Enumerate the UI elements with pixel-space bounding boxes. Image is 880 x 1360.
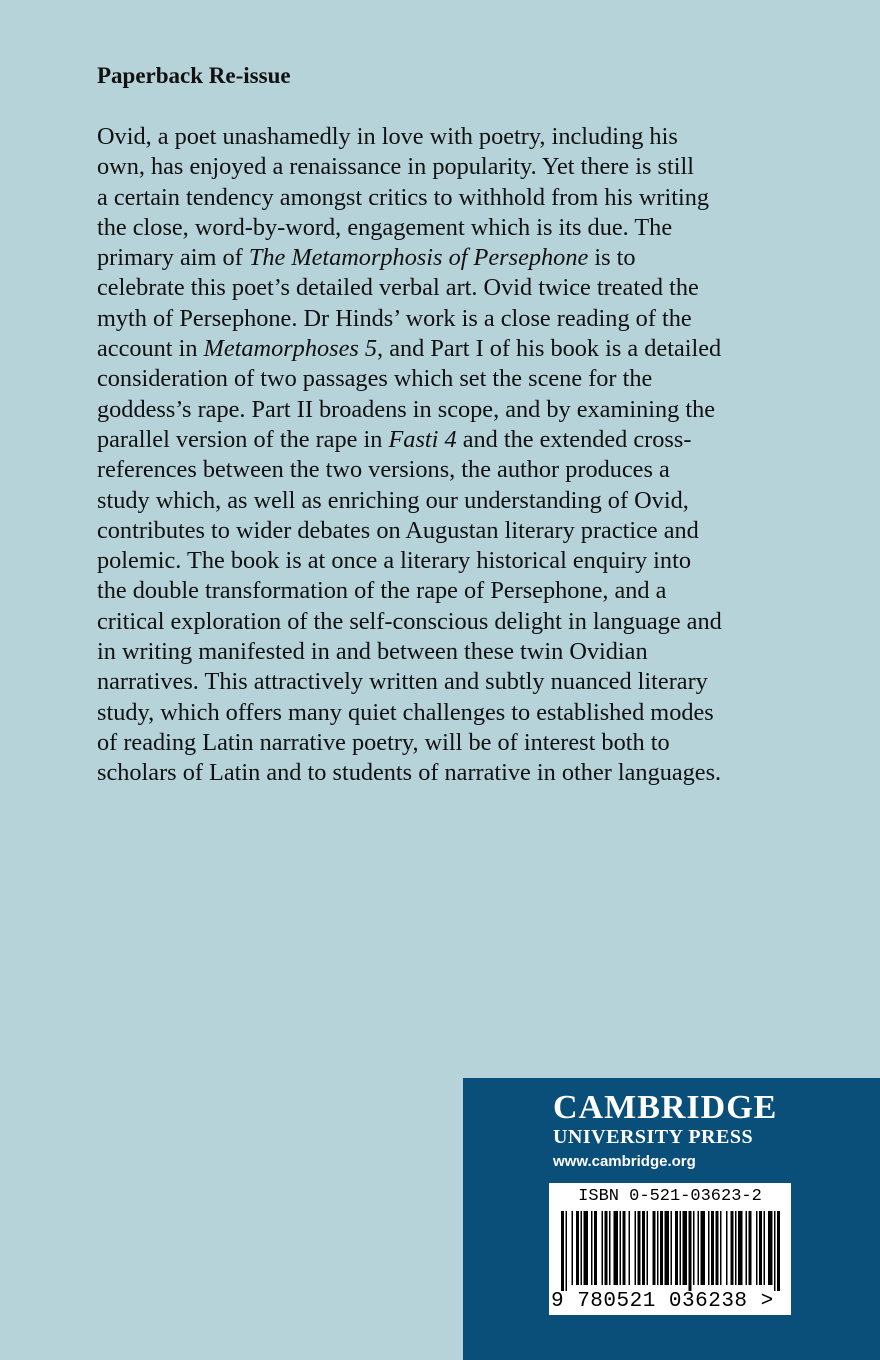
barcode-bar	[584, 1211, 589, 1285]
description-line: goddess’s rape. Part II broadens in scope, and by examining the	[97, 395, 716, 423]
description-line: consideration of two passages which set the scene for the	[97, 365, 653, 393]
barcode-bar	[756, 1211, 758, 1285]
barcode-bar	[735, 1211, 737, 1285]
barcode-bar	[609, 1211, 611, 1285]
book-description	[97, 122, 797, 789]
book-title-italic: The Metamorphosis of Persephone	[248, 244, 589, 272]
barcode-bar	[749, 1211, 752, 1285]
description-line: study, which offers many quiet challenges to established modes	[97, 698, 714, 726]
barcode-bar	[594, 1211, 597, 1285]
description-line: narratives. This attractively written and subtly nuanced literary	[97, 668, 708, 696]
description-line: polemic. The book is at once a literary historical enquiry into	[97, 547, 691, 575]
barcode-bar	[759, 1211, 762, 1285]
text-run: parallel version of the rape in	[97, 425, 389, 453]
barcode-bar	[623, 1211, 626, 1285]
barcode-bar	[665, 1211, 670, 1285]
barcode-bar	[764, 1211, 766, 1285]
barcode-bar	[642, 1211, 645, 1285]
description-line: in writing manifested in and between these twin Ovidian	[97, 638, 648, 666]
barcode-bar	[738, 1211, 743, 1285]
text-run: account in	[97, 335, 204, 363]
barcode-bar	[638, 1211, 641, 1285]
barcode-bar	[693, 1211, 695, 1285]
description-line: of reading Latin narrative poetry, will be of interest both to	[97, 728, 670, 756]
barcode-bar	[698, 1211, 700, 1285]
barcode-bar	[711, 1211, 714, 1285]
barcode-bar	[708, 1211, 710, 1285]
barcode-bar	[605, 1211, 608, 1285]
barcode-bar	[635, 1211, 637, 1285]
barcode-bar	[774, 1211, 776, 1291]
barcode-bar	[660, 1211, 663, 1285]
isbn-number: ISBN 0-521-03623-2	[578, 1187, 762, 1206]
barcode-bar	[566, 1211, 568, 1291]
text-run: and the extended cross-	[456, 425, 692, 453]
barcode-bar	[726, 1211, 728, 1285]
barcode-bar	[689, 1211, 692, 1291]
description-line: myth of Persephone. Dr Hinds’ work is a close reading of the	[97, 304, 692, 332]
barcode-icon	[559, 1211, 781, 1291]
description-line	[97, 243, 797, 273]
description-line: references between the two versions, the author produces a	[97, 456, 670, 484]
barcode-bar	[614, 1211, 619, 1285]
publisher-panel	[463, 1078, 880, 1360]
barcode-bar	[572, 1211, 574, 1285]
barcode-bar	[716, 1211, 719, 1285]
barcode-panel	[549, 1183, 791, 1315]
barcode-bar	[675, 1211, 678, 1285]
barcode-bar	[657, 1211, 659, 1285]
work-title-italic: Metamorphoses 5	[203, 335, 378, 363]
description-line: own, has enjoyed a renaissance in popularity. Yet there is still	[97, 153, 694, 181]
barcode-bar	[671, 1211, 673, 1285]
publisher-name: CAMBRIDGE	[553, 1089, 778, 1126]
description-line	[97, 425, 797, 455]
barcode-bar	[768, 1211, 773, 1285]
work-title-italic: Fasti 4	[388, 425, 457, 453]
barcode-bar	[561, 1211, 564, 1291]
ean-number: 9 780521 036238 >	[551, 1290, 774, 1313]
description-line: Ovid, a poet unashamedly in love with poetry, including his	[97, 123, 678, 150]
barcode-bar	[777, 1211, 780, 1291]
description-line: celebrate this poet’s detailed verbal art. Ovid twice treated the	[97, 274, 699, 302]
description-line: study which, as well as enriching our understanding of Ovid,	[97, 486, 689, 514]
text-run: , and Part I of his book is a detailed	[377, 335, 722, 363]
barcode-bar	[576, 1211, 579, 1285]
barcode-bar	[701, 1211, 706, 1285]
barcode-bar	[581, 1211, 583, 1285]
description-line: the double transformation of the rape of Persephone, and a	[97, 577, 667, 605]
text-run: is to	[588, 244, 636, 272]
text-run: primary aim of	[97, 244, 249, 272]
publisher-url: www.cambridge.org	[553, 1153, 696, 1170]
barcode-bar	[653, 1211, 656, 1285]
description-line	[97, 334, 797, 364]
barcode-bar	[602, 1211, 604, 1285]
publisher-subtitle: UNIVERSITY PRESS	[553, 1126, 754, 1148]
barcode-bar	[620, 1211, 622, 1285]
barcode-bar	[629, 1211, 631, 1285]
barcode-bar	[731, 1211, 734, 1285]
description-line: contributes to wider debates on Augustan literary practice and	[97, 516, 699, 544]
barcode-bar	[720, 1211, 722, 1285]
description-line: critical exploration of the self-conscious delight in language and	[97, 607, 722, 635]
barcode-bar	[591, 1211, 593, 1285]
description-line: a certain tendency amongst critics to withhold from his writing	[97, 183, 710, 211]
barcode-bar	[680, 1211, 682, 1285]
barcode-bar	[683, 1211, 688, 1285]
barcode-bar	[647, 1211, 649, 1285]
barcode-bar	[746, 1211, 748, 1285]
description-line: the close, word-by-word, engagement which is its due. The	[97, 213, 673, 241]
heading-paperback-reissue: Paperback Re-issue	[97, 63, 291, 88]
description-line: scholars of Latin and to students of narrative in other languages.	[97, 759, 722, 787]
